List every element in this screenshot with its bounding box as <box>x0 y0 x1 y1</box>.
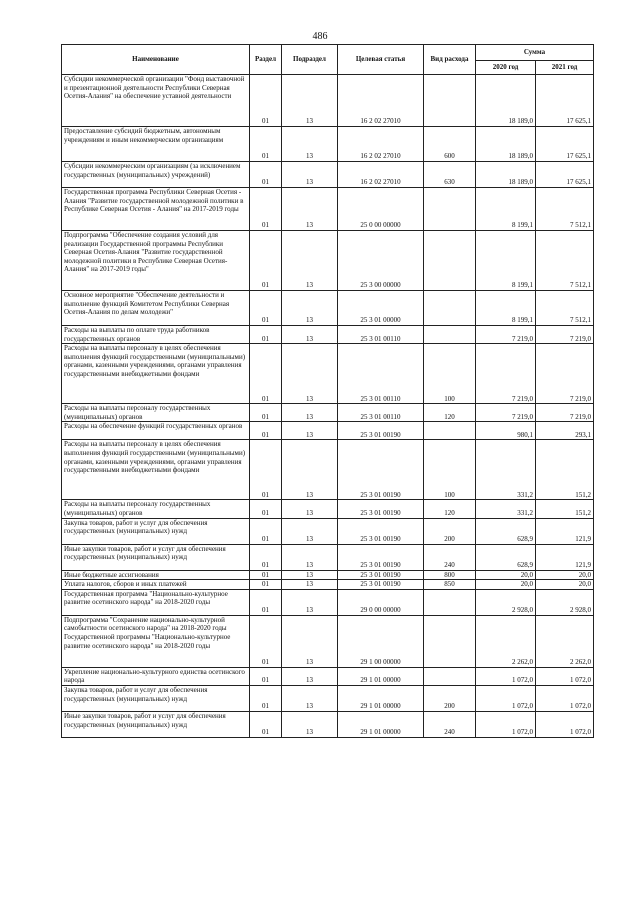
row-subsection: 13 <box>282 580 338 590</box>
row-sum-2021: 20,0 <box>536 580 594 590</box>
row-name: Расходы на выплаты персоналу государственных (муниципальных) органов <box>62 500 250 518</box>
row-sum-2021: 17 625,1 <box>536 127 594 162</box>
row-expense: 800 <box>424 570 476 580</box>
row-expense: 200 <box>424 685 476 711</box>
row-name: Расходы на выплаты персоналу в целях обеспечения выполнения функций государственными (муниципальными) органами, казенными учреждениями, органами управления государственными внебюджетными фондами <box>62 440 250 500</box>
row-sum-2021: 293,1 <box>536 422 594 440</box>
row-name: Основное мероприятие "Обеспечение деятельности и выполнение функций Комитетом Республики Северная Осетия-Алания по делам молодежи" <box>62 291 250 326</box>
row-expense <box>424 589 476 615</box>
row-sum-2020: 8 199,1 <box>476 188 536 231</box>
table-row <box>62 518 594 544</box>
row-subsection: 13 <box>282 231 338 291</box>
row-target: 25 0 00 00000 <box>338 188 424 231</box>
row-section: 01 <box>250 589 282 615</box>
row-target: 25 3 01 00190 <box>338 440 424 500</box>
row-expense: 240 <box>424 711 476 737</box>
table-row <box>62 188 594 231</box>
row-section: 01 <box>250 615 282 667</box>
row-sum-2020: 628,9 <box>476 544 536 570</box>
table-row <box>62 162 594 188</box>
row-target: 25 3 01 00110 <box>338 326 424 344</box>
table-row <box>62 570 594 580</box>
row-sum-2020: 1 072,0 <box>476 711 536 737</box>
row-name: Предоставление субсидий бюджетным, автономным учреждениям и иным некоммерческим организациям <box>62 127 250 162</box>
row-sum-2020: 2 928,0 <box>476 589 536 615</box>
header-target: Целевая статья <box>338 45 424 75</box>
row-section: 01 <box>250 326 282 344</box>
table-row <box>62 685 594 711</box>
row-sum-2021: 7 219,0 <box>536 404 594 422</box>
page-number: 486 <box>312 31 328 42</box>
row-expense <box>424 667 476 685</box>
table-row <box>62 544 594 570</box>
row-target: 25 3 01 00190 <box>338 422 424 440</box>
row-name: Укрепление национально-культурного единства осетинского народа <box>62 667 250 685</box>
row-sum-2020: 980,1 <box>476 422 536 440</box>
row-section: 01 <box>250 422 282 440</box>
header-expense: Вид расхода <box>424 45 476 75</box>
row-sum-2021: 7 512,1 <box>536 291 594 326</box>
row-subsection: 13 <box>282 544 338 570</box>
row-sum-2020: 20,0 <box>476 580 536 590</box>
row-section: 01 <box>250 188 282 231</box>
row-sum-2020: 8 199,1 <box>476 291 536 326</box>
row-subsection: 13 <box>282 711 338 737</box>
row-section: 01 <box>250 544 282 570</box>
header-subsection: Подраздел <box>282 45 338 75</box>
row-target: 25 3 01 00190 <box>338 518 424 544</box>
row-section: 01 <box>250 711 282 737</box>
header-section: Раздел <box>250 45 282 75</box>
row-sum-2020: 331,2 <box>476 440 536 500</box>
row-sum-2021: 7 512,1 <box>536 188 594 231</box>
row-name: Субсидии некоммерческим организациям (за исключением государственных (муниципальных) учреждений) <box>62 162 250 188</box>
row-expense <box>424 422 476 440</box>
row-sum-2021: 151,2 <box>536 440 594 500</box>
row-subsection: 13 <box>282 667 338 685</box>
row-subsection: 13 <box>282 500 338 518</box>
row-expense <box>424 231 476 291</box>
row-expense: 850 <box>424 580 476 590</box>
row-target: 16 2 02 27010 <box>338 127 424 162</box>
table-body <box>62 75 594 738</box>
row-name: Субсидии некоммерческой организации "Фонд выставочной и презентационной деятельности Республики Северная Осетия-Алания" на обеспечение уставной деятельности <box>62 75 250 127</box>
row-expense <box>424 188 476 231</box>
table-row <box>62 422 594 440</box>
table-row <box>62 326 594 344</box>
row-section: 01 <box>250 162 282 188</box>
row-expense: 100 <box>424 344 476 404</box>
row-target: 29 1 01 00000 <box>338 667 424 685</box>
row-target: 25 3 01 00190 <box>338 580 424 590</box>
row-section: 01 <box>250 667 282 685</box>
row-expense: 200 <box>424 518 476 544</box>
row-subsection: 13 <box>282 589 338 615</box>
row-expense: 120 <box>424 404 476 422</box>
row-sum-2021: 7 219,0 <box>536 344 594 404</box>
table-row <box>62 500 594 518</box>
row-expense: 100 <box>424 440 476 500</box>
row-section: 01 <box>250 570 282 580</box>
row-target: 29 1 00 00000 <box>338 615 424 667</box>
row-sum-2020: 18 189,0 <box>476 162 536 188</box>
table-row <box>62 440 594 500</box>
table-row <box>62 615 594 667</box>
row-sum-2020: 628,9 <box>476 518 536 544</box>
row-sum-2020: 1 072,0 <box>476 667 536 685</box>
row-name: Расходы на выплаты персоналу государственных (муниципальных) органов <box>62 404 250 422</box>
row-name: Государственная программа "Национально-культурное развитие осетинского народа" на 2018-2020 годы <box>62 589 250 615</box>
row-sum-2021: 2 928,0 <box>536 589 594 615</box>
row-sum-2020: 20,0 <box>476 570 536 580</box>
row-subsection: 13 <box>282 162 338 188</box>
row-subsection: 13 <box>282 518 338 544</box>
row-expense <box>424 291 476 326</box>
row-sum-2020: 2 262,0 <box>476 615 536 667</box>
row-sum-2020: 331,2 <box>476 500 536 518</box>
row-subsection: 13 <box>282 75 338 127</box>
row-target: 25 3 01 00110 <box>338 344 424 404</box>
row-subsection: 13 <box>282 404 338 422</box>
row-target: 16 2 02 27010 <box>338 75 424 127</box>
header-sum: Сумма <box>476 45 594 61</box>
row-sum-2020: 7 219,0 <box>476 404 536 422</box>
row-name: Государственная программа Республики Северная Осетия - Алания "Развитие государственной молодежной политики в Республике Северная Осетия - Алания" на 2017-2019 годы <box>62 188 250 231</box>
row-sum-2021: 20,0 <box>536 570 594 580</box>
row-name: Уплата налогов, сборов и иных платежей <box>62 580 250 590</box>
row-sum-2020: 18 189,0 <box>476 127 536 162</box>
row-sum-2021: 1 072,0 <box>536 711 594 737</box>
row-subsection: 13 <box>282 188 338 231</box>
row-expense: 240 <box>424 544 476 570</box>
header-year-2021: 2021 год <box>536 61 594 75</box>
row-target: 25 3 01 00190 <box>338 570 424 580</box>
row-sum-2021: 17 625,1 <box>536 162 594 188</box>
row-section: 01 <box>250 127 282 162</box>
row-name: Расходы на обеспечение функций государственных органов <box>62 422 250 440</box>
table-row <box>62 127 594 162</box>
row-section: 01 <box>250 518 282 544</box>
table-row <box>62 75 594 127</box>
row-expense <box>424 75 476 127</box>
row-section: 01 <box>250 231 282 291</box>
table-row <box>62 580 594 590</box>
row-expense <box>424 326 476 344</box>
row-section: 01 <box>250 344 282 404</box>
row-target: 29 1 01 00000 <box>338 685 424 711</box>
header-year-2020: 2020 год <box>476 61 536 75</box>
row-subsection: 13 <box>282 615 338 667</box>
row-sum-2021: 151,2 <box>536 500 594 518</box>
row-section: 01 <box>250 580 282 590</box>
row-expense <box>424 615 476 667</box>
row-name: Иные бюджетные ассигнования <box>62 570 250 580</box>
budget-table <box>61 44 594 738</box>
row-sum-2020: 8 199,1 <box>476 231 536 291</box>
row-sum-2020: 1 072,0 <box>476 685 536 711</box>
row-sum-2021: 1 072,0 <box>536 667 594 685</box>
row-target: 25 3 00 00000 <box>338 231 424 291</box>
row-name: Подпрограмма "Сохранение национально-культурной самобытности осетинского народа" на 2018-2020 годы Государственной программы "Национально-культурное развитие осетинского народа" на 2018-2020 годы <box>62 615 250 667</box>
row-expense: 120 <box>424 500 476 518</box>
row-subsection: 13 <box>282 422 338 440</box>
row-name: Подпрограмма "Обеспечение создания условий для реализации Государственной программы Республики Северная Осетия-Алания "Развитие государственной молодежной политики в Республике Северная Осетия-Алания" на 2017-2019 годы" <box>62 231 250 291</box>
row-section: 01 <box>250 440 282 500</box>
row-section: 01 <box>250 404 282 422</box>
row-name: Расходы на выплаты персоналу в целях обеспечения выполнения функций государственными (муниципальными) органами, казенными учреждениями, органами управления государственными внебюджетными фондами <box>62 344 250 404</box>
row-section: 01 <box>250 291 282 326</box>
table-row <box>62 404 594 422</box>
row-subsection: 13 <box>282 440 338 500</box>
row-target: 25 3 01 00190 <box>338 544 424 570</box>
row-sum-2021: 7 512,1 <box>536 231 594 291</box>
row-subsection: 13 <box>282 291 338 326</box>
row-name: Закупка товаров, работ и услуг для обеспечения государственных (муниципальных) нужд <box>62 685 250 711</box>
row-sum-2020: 7 219,0 <box>476 344 536 404</box>
row-name: Расходы на выплаты по оплате труда работников государственных органов <box>62 326 250 344</box>
row-name: Иные закупки товаров, работ и услуг для обеспечения государственных (муниципальных) нужд <box>62 711 250 737</box>
row-sum-2021: 121,9 <box>536 544 594 570</box>
row-target: 16 2 02 27010 <box>338 162 424 188</box>
row-sum-2020: 18 189,0 <box>476 75 536 127</box>
row-sum-2021: 121,9 <box>536 518 594 544</box>
row-section: 01 <box>250 75 282 127</box>
row-sum-2021: 17 625,1 <box>536 75 594 127</box>
row-target: 25 3 01 00190 <box>338 500 424 518</box>
row-target: 25 3 01 00110 <box>338 404 424 422</box>
table-row <box>62 711 594 737</box>
row-section: 01 <box>250 500 282 518</box>
row-subsection: 13 <box>282 326 338 344</box>
table-row <box>62 291 594 326</box>
row-expense: 630 <box>424 162 476 188</box>
row-sum-2021: 2 262,0 <box>536 615 594 667</box>
row-target: 29 0 00 00000 <box>338 589 424 615</box>
row-sum-2020: 7 219,0 <box>476 326 536 344</box>
row-target: 25 3 01 00000 <box>338 291 424 326</box>
row-sum-2021: 1 072,0 <box>536 685 594 711</box>
row-subsection: 13 <box>282 344 338 404</box>
row-name: Закупка товаров, работ и услуг для обеспечения государственных (муниципальных) нужд <box>62 518 250 544</box>
table-row <box>62 667 594 685</box>
row-name: Иные закупки товаров, работ и услуг для обеспечения государственных (муниципальных) нужд <box>62 544 250 570</box>
row-subsection: 13 <box>282 127 338 162</box>
row-sum-2021: 7 219,0 <box>536 326 594 344</box>
header-name: Наименование <box>62 45 250 75</box>
row-expense: 600 <box>424 127 476 162</box>
table-row <box>62 589 594 615</box>
row-subsection: 13 <box>282 570 338 580</box>
table-row <box>62 344 594 404</box>
table-row <box>62 231 594 291</box>
row-target: 29 1 01 00000 <box>338 711 424 737</box>
row-subsection: 13 <box>282 685 338 711</box>
row-section: 01 <box>250 685 282 711</box>
